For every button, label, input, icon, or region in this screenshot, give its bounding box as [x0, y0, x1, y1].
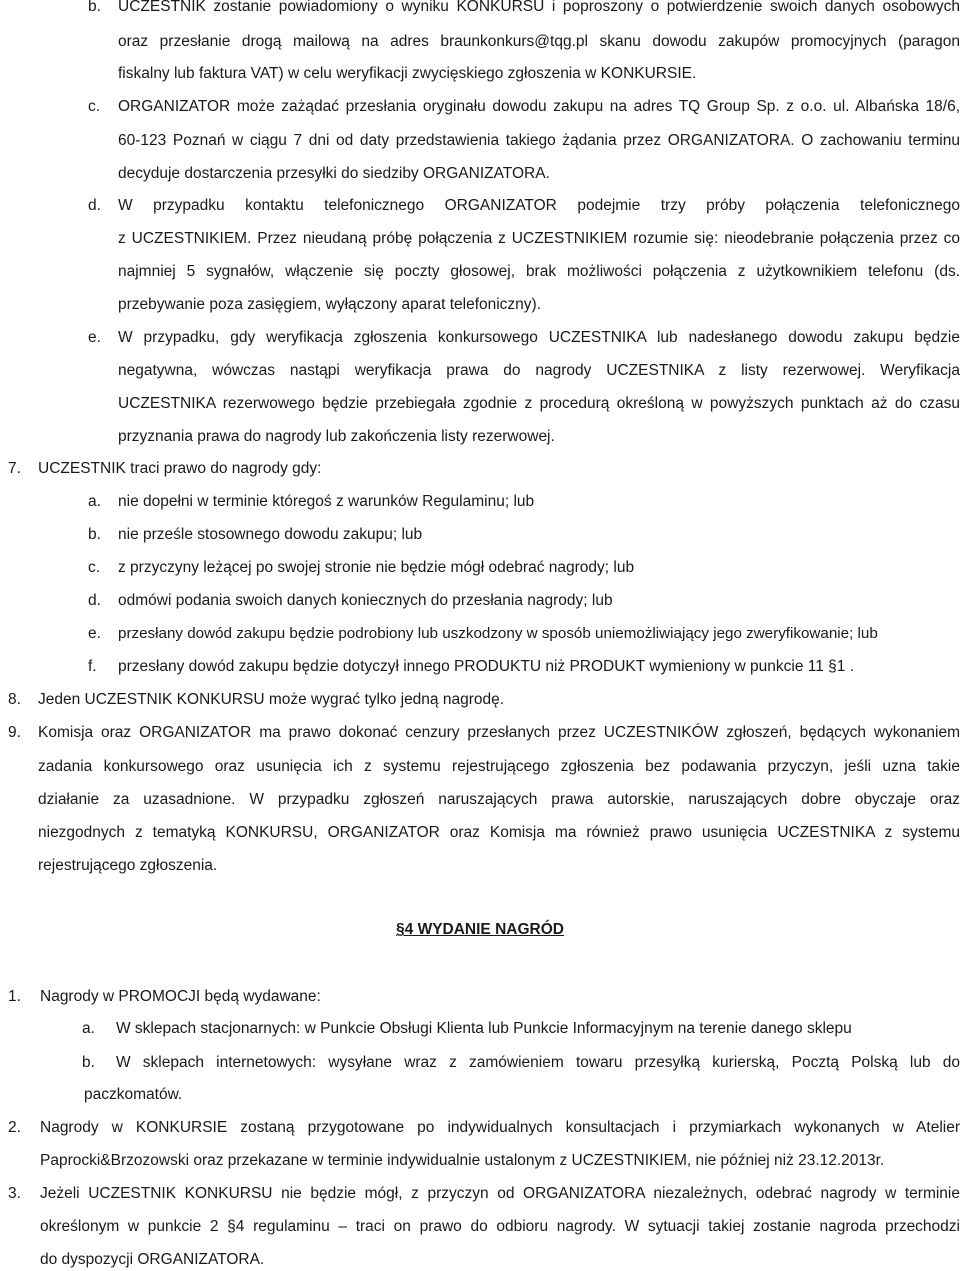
item-label: b. — [82, 1054, 95, 1071]
item-label: c. — [88, 559, 101, 576]
paragraph-line: fiskalny lub faktura VAT) w celu weryfikacji zwycięskiego zgłoszenia w KONKURSIE. — [118, 65, 697, 82]
item-label: d. — [88, 592, 101, 609]
section-text: Nagrody w PROMOCJI będą wydawane: — [40, 988, 321, 1005]
list-item: z przyczyny leżącej po swojej stronie nie będzie mógł odebrać nagrody; lub — [118, 559, 635, 576]
item-label: a. — [88, 493, 101, 510]
paragraph-line: Paprocki&Brzozowski oraz przekazane w terminie indywidualnie ustalonym z UCZESTNIKIEM, nie później niż 23.12.2013r. — [40, 1152, 885, 1169]
item-label: e. — [88, 329, 101, 346]
paragraph-line: Nagrody w KONKURSIE zostaną przygotowane po indywidualnych konsultacjach i przymiarkach wykonanych w Atelier — [40, 1119, 960, 1136]
section-number: 7. — [8, 460, 21, 477]
section-number: 2. — [8, 1119, 21, 1136]
paragraph-line: 60-123 Poznań w ciągu 7 dni od daty przedstawienia takiego żądania przez ORGANIZATORA. O zachowaniu terminu — [118, 132, 960, 149]
section-number: 3. — [8, 1185, 21, 1202]
list-item: przesłany dowód zakupu będzie podrobiony lub uszkodzony w sposób uniemożliwiający jego zweryfikowanie; lub — [118, 625, 878, 642]
paragraph-line: najmniej 5 sygnałów, włączenie się poczty głosowej, brak możliwości połączenia z użytkownikiem telefonu (ds. — [118, 263, 960, 280]
item-label: e. — [88, 625, 101, 642]
section-text: Jeden UCZESTNIK KONKURSU może wygrać tylko jedną nagrodę. — [38, 691, 505, 708]
paragraph-line: W przypadku kontaktu telefonicznego ORGANIZATOR podejmie trzy próby połączenia telefonicznego — [118, 197, 960, 214]
paragraph-line: UCZESTNIKA rezerwowego będzie przebiegała zgodnie z procedurą określoną w powyższych punktach aż do czasu — [118, 395, 960, 412]
paragraph-line: określonym w punkcie 2 §4 regulaminu – traci on prawo do odbioru nagrody. W sytuacji takiej zostanie nagroda przechodzi — [40, 1218, 960, 1235]
list-item: nie prześle stosownego dowodu zakupu; lub — [118, 526, 423, 543]
paragraph-line: negatywna, wówczas nastąpi weryfikacja prawa do nagrody UCZESTNIKA z listy rezerwowej. Weryfikacja — [118, 362, 960, 379]
paragraph-line: do dyspozycji ORGANIZATORA. — [40, 1251, 265, 1268]
section-heading: §4 WYDANIE NAGRÓD — [396, 921, 564, 938]
list-item: przesłany dowód zakupu będzie dotyczył innego PRODUKTU niż PRODUKT wymieniony w punkcie 11 §1 . — [118, 658, 855, 675]
paragraph-line: rejestrującego zgłoszenia. — [38, 857, 218, 874]
paragraph-line: W przypadku, gdy weryfikacja zgłoszenia konkursowego UCZESTNIKA lub nadesłanego dowodu zakupu będzie — [118, 329, 960, 346]
paragraph-line: przebywanie poza zasięgiem, wyłączony aparat telefoniczny). — [118, 296, 542, 313]
paragraph-line: Komisja oraz ORGANIZATOR ma prawo dokonać cenzury przesłanych przez UCZESTNIKÓW zgłoszeń, będących wykonaniem — [38, 724, 960, 741]
list-item: odmówi podania swoich danych koniecznych do przesłania nagrody; lub — [118, 592, 613, 609]
section-number: 8. — [8, 691, 21, 708]
paragraph-line: decyduje dostarczenia przesyłki do siedziby ORGANIZATORA. — [118, 165, 550, 182]
list-item: paczkomatów. — [84, 1086, 183, 1103]
paragraph-line: oraz przesłanie drogą mailową na adres braunkonkurs@tqg.pl skanu dowodu zakupów promocyjnych (paragon — [118, 33, 960, 50]
item-label: c. — [88, 98, 101, 115]
item-label: a. — [82, 1020, 95, 1037]
paragraph-line: ORGANIZATOR może zażądać przesłania oryginału dowodu zakupu na adres TQ Group Sp. z o.o. ul. Albańska 18/6, — [118, 98, 960, 115]
paragraph-line: przyznania prawa do nagrody lub zakończenia listy rezerwowej. — [118, 428, 555, 445]
section-number: 1. — [8, 988, 21, 1005]
item-label: b. — [88, 526, 101, 543]
section-text: UCZESTNIK traci prawo do nagrody gdy: — [38, 460, 322, 477]
paragraph-line: niezgodnych z tematyką KONKURSU, ORGANIZATOR oraz Komisja ma również prawo usunięcia UCZESTNIKA z systemu — [38, 824, 960, 841]
paragraph-line: Jeżeli UCZESTNIK KONKURSU nie będzie mógł, z przyczyn od ORGANIZATORA niezależnych, odebrać nagrody w terminie — [40, 1185, 960, 1202]
list-item: W sklepach internetowych: wysyłane wraz z zamówieniem towaru przesyłką kurierską, Pocztą Polską lub do — [116, 1054, 960, 1071]
list-item: W sklepach stacjonarnych: w Punkcie Obsługi Klienta lub Punkcie Informacyjnym na terenie danego sklepu — [116, 1020, 852, 1037]
item-label: f. — [88, 658, 97, 675]
list-item: nie dopełni w terminie któregoś z warunków Regulaminu; lub — [118, 493, 535, 510]
paragraph-line: z UCZESTNIKIEM. Przez nieudaną próbę połączenia z UCZESTNIKIEM rozumie się: nieodebranie połączenia przez co — [118, 230, 960, 247]
item-label: d. — [88, 197, 101, 214]
paragraph-line: zadania konkursowego oraz usunięcia ich z systemu rejestrującego zgłoszenia bez podawania przyczyn, jeśli uzna takie — [38, 758, 960, 775]
item-label: b. — [88, 0, 101, 15]
paragraph-line: UCZESTNIK zostanie powiadomiony o wyniku KONKURSU i poproszony o potwierdzenie swoich danych osobowych — [118, 0, 960, 15]
paragraph-line: działanie za uzasadnione. W przypadku zgłoszeń naruszających prawa autorskie, naruszających dobre obyczaje oraz — [38, 791, 960, 808]
section-number: 9. — [8, 724, 21, 741]
